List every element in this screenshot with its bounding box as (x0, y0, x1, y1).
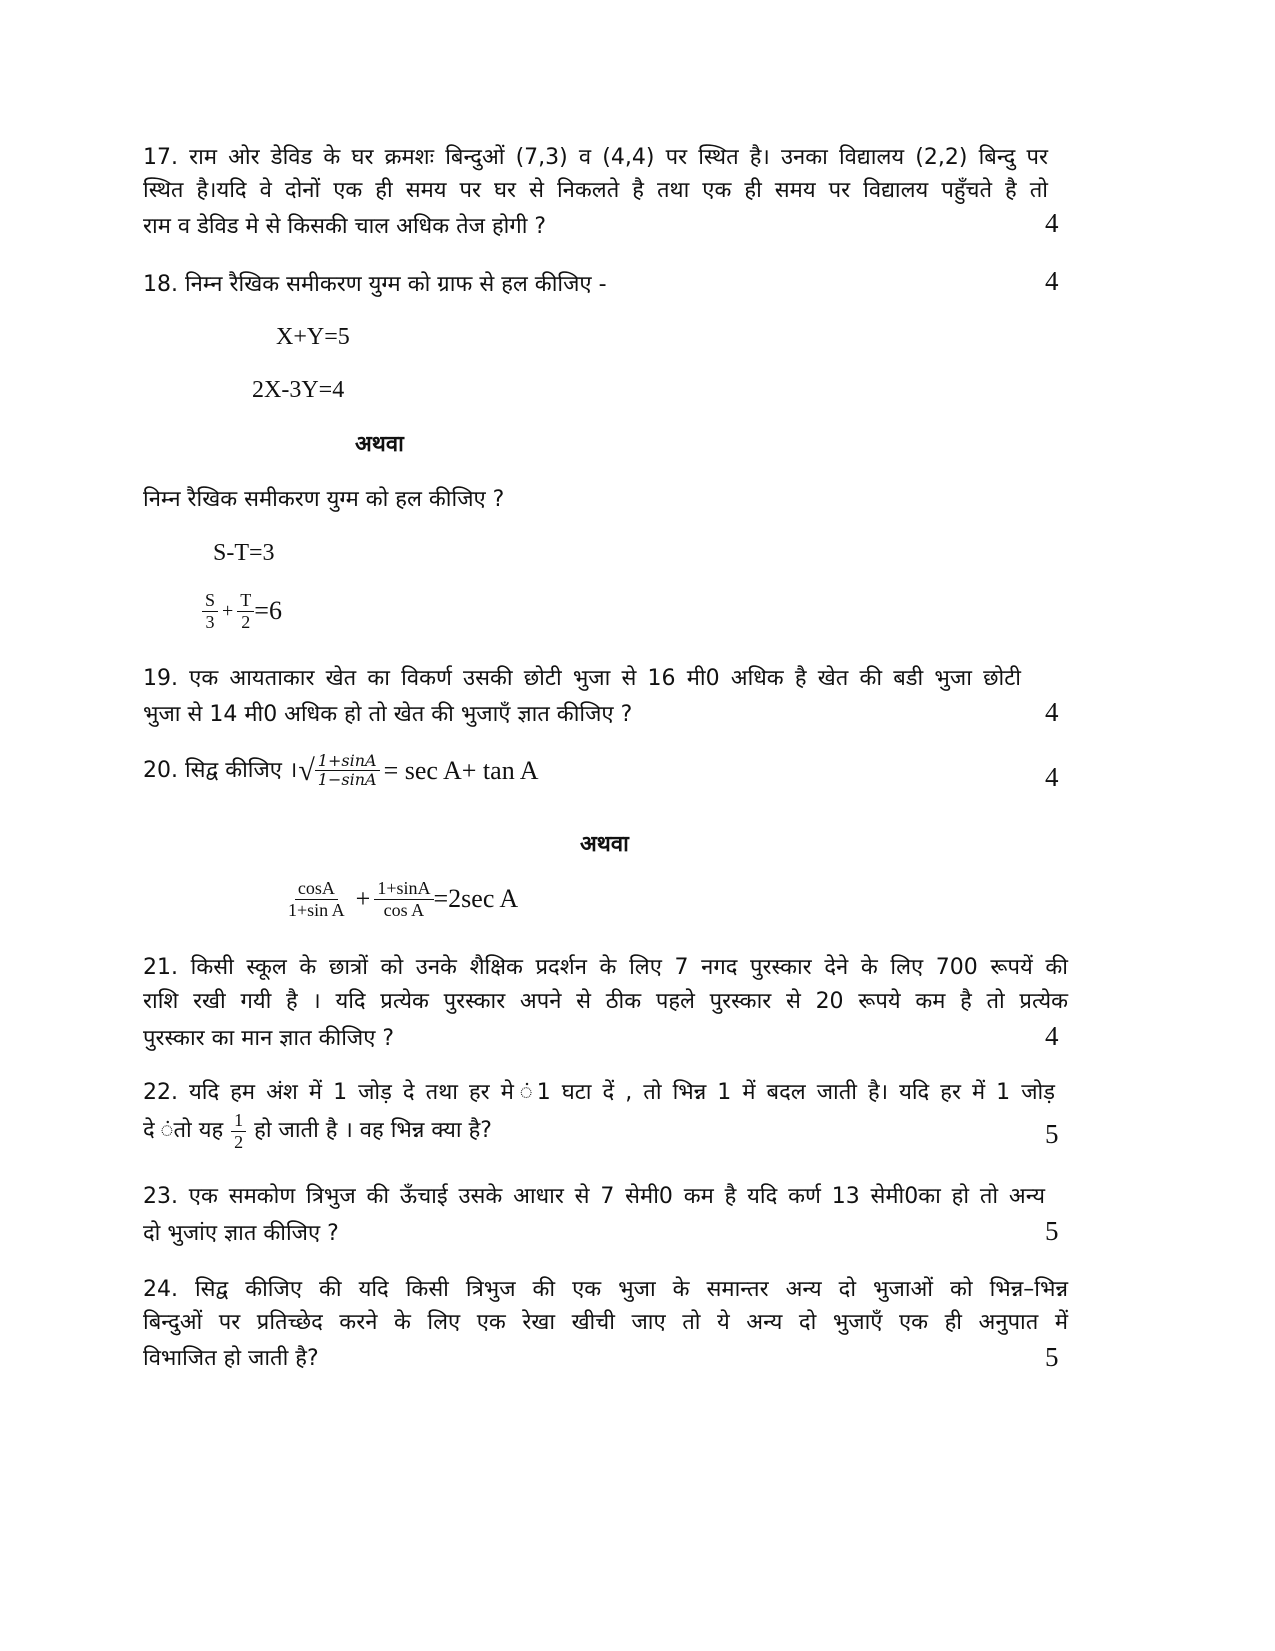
q18-marks: 4 (1045, 266, 1059, 296)
q24-line3: विभाजित हो जाती है? (143, 1346, 319, 1371)
q20-rhs: = sec A+ tan A (383, 755, 539, 785)
q18-or-label: अथवा (355, 432, 404, 457)
q20-or-label: अथवा (580, 832, 629, 857)
fraction-denominator: cos A (383, 899, 425, 920)
q20-prefix: 20. सिद्व कीजिए । (143, 757, 298, 783)
q22-line2-post: हो जाती है । वह भिन्न क्या है? (254, 1118, 492, 1144)
fraction-denominator: 1−sinA (317, 770, 377, 790)
q18-alt-eq1: S-T=3 (213, 540, 275, 566)
q18-eq2: 2X-3Y=4 (252, 377, 345, 403)
q19-line2: भुजा से 14 मी0 अधिक हो तो खेत की भुजाऍं ज्ञात कीजिए ? (143, 702, 633, 727)
q24-marks: 5 (1045, 1342, 1059, 1372)
q18-eq1: X+Y=5 (276, 324, 350, 350)
q20-marks: 4 (1045, 762, 1059, 792)
equation-rhs: =2sec A (433, 884, 519, 914)
q19-line1: 19. एक आयताकार खेत का विकर्ण उसकी छोटी भुजा से 16 मी0 अधिक है खेत की बडी भुजा छोटी (143, 666, 1021, 691)
q18-text: 18. निम्न रैखिक समीकरण युग्म को ग्राफ से हल कीजिए - (143, 272, 607, 297)
q24-line1: 24. सिद्व कीजिए की यदि किसी त्रिभुज की एक भुजा के समान्तर अन्य दो भुजाओं को भिन्न–भिन्न (143, 1277, 1068, 1302)
fraction-numerator: cosA (295, 878, 338, 900)
fraction-denominator: 2 (241, 611, 251, 632)
q19-marks: 4 (1045, 697, 1059, 727)
fraction-numerator: 1+sinA (315, 752, 380, 771)
fraction-denominator: 3 (205, 611, 215, 632)
fraction-denominator: 1+sin A (288, 899, 345, 920)
q17-line3: राम व डेविड मे से किसकी चाल अधिक तेज होगी ? (143, 214, 547, 239)
q24-line2: बिन्दुओं पर प्रतिच्छेद करने के लिए एक रेखा खीची जाए तो ये अन्य दो भुजाऍं एक ही अनुपात में (143, 1310, 1068, 1335)
fraction-numerator: 1+sinA (374, 878, 433, 900)
fraction-sqrt-content (315, 752, 380, 790)
fraction-numerator: 1 (231, 1110, 246, 1132)
q21-line3: पुरस्कार का मान ज्ञात कीजिए ? (143, 1026, 395, 1051)
plus-sign: + (222, 599, 234, 622)
q17-marks: 4 (1045, 208, 1059, 238)
fraction-one-half (231, 1110, 246, 1152)
q23-marks: 5 (1045, 1216, 1059, 1246)
q20-statement (143, 752, 539, 790)
q21-line1: 21. किसी स्कूल के छात्रों को उनके शैक्षिक प्रदर्शन के लिए 7 नगद पुरस्कार देने के लिए 700 रूपयें की (143, 955, 1068, 980)
plus-sign: + (355, 884, 371, 914)
fraction-s-over-3 (202, 590, 218, 632)
fraction-denominator: 2 (234, 1131, 244, 1152)
q21-line2: राशि रखी गयी है । यदि प्रत्येक पुरस्कार अपने से ठीक पहले पुरस्कार से 20 रूपये कम है तो प्रत्येक (143, 989, 1068, 1014)
q22-line2-pre: दे ंतो यह (143, 1118, 224, 1144)
sqrt-symbol: √ (298, 753, 315, 787)
q18-alt-text: निम्न रैखिक समीकरण युग्म को हल कीजिए ? (143, 487, 505, 512)
q17-line2: स्थित है।यदि वे दोनों एक ही समय पर घर से निकलते है तथा एक ही समय पर विद्यालय पहुँचते है तो (143, 178, 1048, 203)
q22-line2 (143, 1110, 492, 1152)
q18-alt-eq2 (202, 590, 282, 632)
fraction-cos-over-1-plus-sin (285, 878, 348, 920)
equation-rhs: =6 (254, 596, 282, 626)
q23-line2: दो भुजांए ज्ञात कीजिए ? (143, 1221, 339, 1246)
fraction-t-over-2 (237, 590, 254, 632)
q17-line1: 17. राम ओर डेविड के घर क्रमशः बिन्दुओं (7,3) व (4,4) पर स्थित है। उनका विद्यालय (2,2) बिन्दु पर (143, 145, 1048, 170)
q22-line1: 22. यदि हम अंश में 1 जोड़ दे तथा हर मे ं1 घटा दें , तो भिन्न 1 में बदल जाती है। यदि हर में 1 जोड़ (143, 1080, 1055, 1105)
fraction-numerator: S (202, 590, 218, 612)
q21-marks: 4 (1045, 1021, 1059, 1051)
q22-marks: 5 (1045, 1119, 1059, 1149)
fraction-numerator: T (237, 590, 254, 612)
fraction-1-plus-sin-over-cos (374, 878, 433, 920)
q20-alt-equation (285, 878, 518, 920)
q23-line1: 23. एक समकोण त्रिभुज की ऊॅंचाई उसके आधार से 7 सेमी0 कम है यदि कर्ण 13 सेमी0का हो तो अन्य (143, 1184, 1045, 1209)
